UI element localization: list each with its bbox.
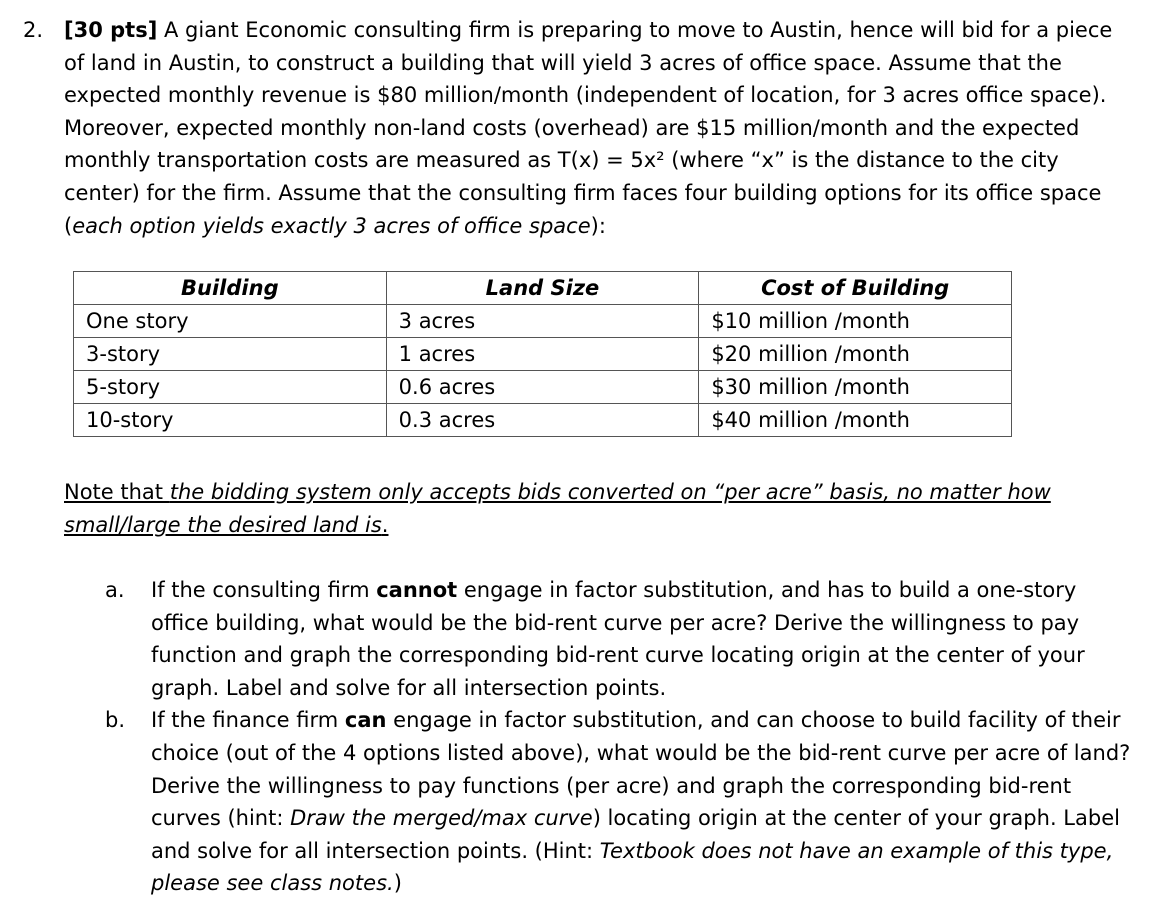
question-intro-italic: each option yields exactly 3 acres of office space bbox=[72, 213, 591, 238]
cell-building: One story bbox=[74, 305, 387, 338]
part-a-bold: cannot bbox=[376, 578, 458, 602]
note-prefix: Note that bbox=[64, 480, 170, 504]
header-building: Building bbox=[74, 272, 387, 305]
question-text bbox=[64, 14, 1124, 242]
part-b-text bbox=[151, 704, 1135, 900]
part-b-italic-1: Draw the merged/max curve bbox=[290, 806, 593, 831]
cell-land-size: 0.3 acres bbox=[386, 404, 699, 437]
part-a-text-2: engage in factor substitution, and has to build a one-story office building, what would be the bid-rent curve per acre? Derive the willingness to pay function and graph the corresponding bid-rent curve locating origin at the center of your graph. Label and solve for all intersection points. bbox=[151, 578, 1085, 700]
part-b bbox=[105, 704, 1135, 900]
question-points: [30 pts] bbox=[64, 18, 158, 42]
cell-building: 10-story bbox=[74, 404, 387, 437]
part-b-italic-2: Textbook does not have an example of this type, please see class notes. bbox=[151, 838, 1114, 896]
table-row bbox=[74, 404, 1012, 437]
cell-building: 5-story bbox=[74, 371, 387, 404]
cell-land-size: 0.6 acres bbox=[386, 371, 699, 404]
cell-cost: $40 million /month bbox=[699, 404, 1012, 437]
question-intro-end: ): bbox=[590, 213, 606, 238]
part-b-label: b. bbox=[105, 708, 126, 733]
part-a-text-1: If the consulting firm bbox=[151, 578, 377, 602]
header-land-size: Land Size bbox=[386, 272, 699, 305]
cell-land-size: 3 acres bbox=[386, 305, 699, 338]
part-a bbox=[105, 574, 1135, 704]
part-b-text-2: engage in factor substitution, and can choose to build facility of their choice (out of the 4 options listed above), what would be the bid-rent curve per acre of land? Derive the willingness to pay functions (per acre) and graph the corresponding bid-rent curves (hint: bbox=[151, 708, 1131, 831]
note-suffix: . bbox=[381, 512, 389, 537]
question-parts bbox=[105, 574, 1135, 900]
part-b-text-3: ) locating origin at the center of your graph. Label and solve for all intersection points. (Hint: bbox=[151, 806, 1120, 863]
cell-cost: $30 million /month bbox=[699, 371, 1012, 404]
note-italic: the bidding system only accepts bids converted on “per acre” basis, no matter how small/large the desired land is bbox=[64, 480, 1051, 537]
header-cost: Cost of Building bbox=[699, 272, 1012, 305]
part-b-bold: can bbox=[344, 708, 387, 733]
part-a-label: a. bbox=[105, 578, 125, 602]
question-intro: A giant Economic consulting firm is preparing to move to Austin, hence will bid for a piece of land in Austin, to construct a building that will yield 3 acres of office space. Assume that the expected monthly revenue is $80 million/month (independent of location, for 3 acres office space). Moreover, expected monthly non-land costs (overhead) are $15 million/month and the expected monthly transportation costs are measured as T(x) = 5x² (where “x” is the distance to the city center) for the firm. Assume that the consulting firm faces four building options for its office space ( bbox=[64, 18, 1113, 238]
cell-cost: $20 million /month bbox=[699, 338, 1012, 371]
part-b-text-1: If the finance firm bbox=[151, 708, 345, 733]
cell-cost: $10 million /month bbox=[699, 305, 1012, 338]
bidding-note bbox=[64, 476, 1124, 541]
question-number: 2. bbox=[23, 18, 44, 42]
table-row bbox=[74, 371, 1012, 404]
table-row bbox=[74, 305, 1012, 338]
part-b-text-4: ) bbox=[393, 871, 402, 896]
table-row bbox=[74, 338, 1012, 371]
part-a-text bbox=[151, 574, 1135, 704]
cell-land-size: 1 acres bbox=[386, 338, 699, 371]
table-header-row bbox=[74, 272, 1012, 305]
cell-building: 3-story bbox=[74, 338, 387, 371]
building-options-table bbox=[73, 271, 1012, 437]
